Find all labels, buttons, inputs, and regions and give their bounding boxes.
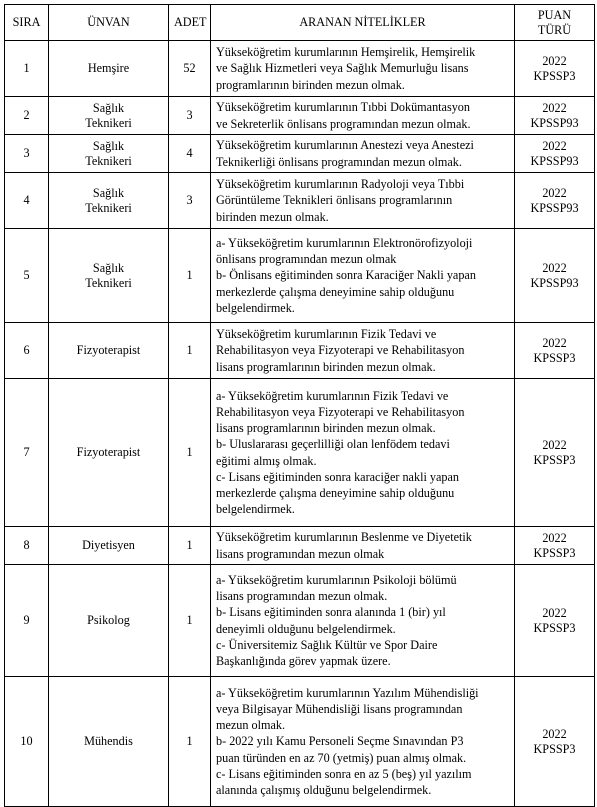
cell-sira: 7 (5, 379, 49, 527)
requirement-line: mezun olmak. (216, 718, 286, 733)
unvan-line: Diyetisyen (82, 538, 135, 552)
cell-nitelikler (211, 677, 515, 807)
puan-line: KPSSP3 (533, 452, 576, 467)
cell-adet: 52 (169, 41, 211, 97)
cell-sira: 8 (5, 527, 49, 565)
unvan-line: Sağlık (92, 260, 125, 275)
puan-line: 2022 (542, 335, 567, 350)
unvan-line: Fizyoterapist (76, 343, 141, 357)
requirement-line: Başkanlığında görev yapmak üzere. (216, 653, 391, 668)
table-row (5, 677, 595, 807)
cell-sira: 6 (5, 323, 49, 379)
puan-line: KPSSP3 (533, 741, 576, 756)
cell-nitelikler (211, 379, 515, 527)
requirement-line: lisans programlarının birinden mezun olmak. (216, 359, 436, 374)
puan-line: KPSSP3 (533, 68, 576, 83)
cell-sira: 4 (5, 173, 49, 229)
cell-adet: 1 (169, 677, 211, 807)
cell-adet: 1 (169, 527, 211, 565)
puan-line: KPSSP93 (530, 275, 579, 290)
puan-line: 2022 (542, 437, 567, 452)
cell-adet: 4 (169, 135, 211, 173)
cell-sira: 2 (5, 97, 49, 135)
table-row (5, 323, 595, 379)
requirement-line: alanında çalışmış olduğunu belgelendirmek. (216, 783, 432, 797)
header-row (5, 5, 595, 41)
table-row (5, 173, 595, 229)
unvan-line: Sağlık (92, 100, 125, 115)
table-row (5, 97, 595, 135)
requirement-line: lisans programlarının birinden mezun olmak. (216, 421, 436, 436)
unvan-line: Sağlık (92, 185, 125, 200)
requirement-line: Yükseköğretim kurumlarının Radyoloji veya Tıbbi (216, 177, 465, 192)
requirement-line: ve Sağlık Hizmetleri veya Sağlık Memurluğu lisans (216, 61, 469, 76)
unvan-line: Sağlık (92, 138, 125, 153)
puan-line: KPSSP93 (530, 115, 579, 130)
requirement-line: Görüntüleme Teknikleri önlisans programlarının (216, 193, 453, 208)
unvan-line: Teknikeri (85, 200, 132, 215)
requirement-line: b- Önlisans eğitiminden sonra Karaciğer Nakli yapan (216, 268, 476, 283)
requirement-line: Yükseköğretim kurumlarının Anestezi veya Anestezi (216, 138, 474, 153)
unvan-line: Hemşire (87, 61, 130, 75)
cell-sira: 5 (5, 229, 49, 323)
requirement-line: b- Uluslararası geçerlilliği olan lenfödem tedavi (216, 437, 450, 452)
header-sira: SIRA (5, 5, 49, 41)
requirement-line: c- Lisans eğitiminden sonra karaciğer nakli yapan (216, 469, 459, 484)
header-puan (515, 5, 595, 41)
cell-nitelikler (211, 41, 515, 97)
puan-line: KPSSP93 (530, 153, 579, 168)
table-row (5, 41, 595, 97)
table-row (5, 135, 595, 173)
cell-unvan (49, 229, 169, 323)
requirement-line: deneyimli olduğunu belgelendirmek. (216, 621, 396, 636)
puan-line: 2022 (542, 260, 567, 275)
cell-sira: 3 (5, 135, 49, 173)
cell-puan (515, 323, 595, 379)
cell-nitelikler (211, 135, 515, 173)
puan-line: 2022 (542, 726, 567, 741)
unvan-line: Mühendis (84, 734, 133, 748)
cell-puan (515, 677, 595, 807)
cell-sira: 10 (5, 677, 49, 807)
cell-nitelikler (211, 565, 515, 677)
requirement-line: a- Yükseköğretim kurumlarının Fizik Tedavi ve (216, 388, 449, 403)
requirement-line: b- Lisans eğitiminden sonra alanında 1 (bir) yıl (216, 605, 446, 620)
table-row (5, 229, 595, 323)
cell-adet: 1 (169, 323, 211, 379)
requirement-line: merkezlerde çalışma deneyimine sahip olduğunu (216, 485, 455, 500)
header-nitelikler: ARANAN NİTELİKLER (211, 5, 515, 41)
cell-unvan (49, 97, 169, 135)
cell-nitelikler (211, 323, 515, 379)
cell-adet: 3 (169, 97, 211, 135)
header-unvan: ÜNVAN (49, 5, 169, 41)
table-row (5, 379, 595, 527)
cell-adet: 1 (169, 229, 211, 323)
cell-puan (515, 97, 595, 135)
requirement-line: a- Yükseköğretim kurumlarının Psikoloji bölümü (216, 572, 457, 587)
unvan-line: Teknikeri (85, 275, 132, 290)
requirement-line: Rehabilitasyon veya Fizyoterapi ve Rehabilitasyon (216, 404, 465, 419)
cell-puan (515, 527, 595, 565)
requirement-line: belgelendirmek. (216, 502, 295, 517)
requirement-line: Yükseköğretim kurumlarının Tıbbi Dokümantasyon (216, 100, 470, 115)
requirement-line: birinden mezun olmak. (216, 209, 329, 224)
puan-line: 2022 (542, 605, 567, 620)
cell-nitelikler (211, 229, 515, 323)
header-puan-line: TÜRÜ (537, 22, 572, 37)
puan-line: KPSSP3 (533, 545, 576, 560)
cell-puan (515, 135, 595, 173)
cell-unvan (49, 677, 169, 807)
requirement-line: c- Üniversitemiz Sağlık Kültür ve Spor Daire (216, 637, 438, 652)
header-adet: ADET (169, 5, 211, 41)
requirement-line: önlisans programından mezun olmak (216, 252, 397, 267)
requirement-line: Teknikerliği önlisans programından mezun olmak. (216, 154, 462, 169)
requirement-line: programlarının birinden mezun olmak. (216, 77, 405, 92)
unvan-line: Teknikeri (85, 115, 132, 130)
cell-puan (515, 173, 595, 229)
cell-puan (515, 565, 595, 677)
requirement-line: eğitimi almış olmak. (216, 453, 317, 468)
requirement-line: lisans programından mezun olmak (216, 546, 385, 561)
cell-adet: 1 (169, 565, 211, 677)
cell-puan (515, 41, 595, 97)
cell-unvan (49, 41, 169, 97)
cell-unvan (49, 135, 169, 173)
cell-sira: 1 (5, 41, 49, 97)
cell-unvan (49, 379, 169, 527)
cell-nitelikler (211, 527, 515, 565)
puan-line: 2022 (542, 185, 567, 200)
cell-nitelikler (211, 173, 515, 229)
cell-adet: 1 (169, 379, 211, 527)
positions-table (4, 4, 595, 807)
cell-unvan (49, 323, 169, 379)
cell-unvan (49, 173, 169, 229)
cell-puan (515, 229, 595, 323)
puan-line: KPSSP3 (533, 350, 576, 365)
requirement-line: Rehabilitasyon veya Fizyoterapi ve Rehabilitasyon (216, 343, 465, 358)
table-row (5, 565, 595, 677)
requirement-line: ve Sekreterlik önlisans programından mezun olmak. (216, 116, 471, 131)
cell-unvan (49, 527, 169, 565)
requirement-line: a- Yükseköğretim kurumlarının Yazılım Mühendisliği (216, 685, 479, 700)
puan-line: 2022 (542, 100, 567, 115)
requirement-line: a- Yükseköğretim kurumlarının Elektronörofizyoloji (216, 235, 473, 250)
cell-unvan (49, 565, 169, 677)
table-row (5, 527, 595, 565)
puan-line: KPSSP93 (530, 200, 579, 215)
cell-nitelikler (211, 97, 515, 135)
unvan-line: Psikolog (87, 613, 130, 627)
cell-puan (515, 379, 595, 527)
requirement-line: c- Lisans eğitiminden sonra en az 5 (beş) yıl yazılım (216, 766, 472, 781)
header-puan-line: PUAN (537, 7, 572, 22)
requirement-line: veya Bilgisayar Mühendisliği lisans programından (216, 701, 463, 716)
puan-line: KPSSP3 (533, 620, 576, 635)
requirement-line: belgelendirmek. (216, 300, 295, 315)
cell-sira: 9 (5, 565, 49, 677)
requirement-line: Yükseköğretim kurumlarının Hemşirelik, Hemşirelik (216, 45, 476, 60)
puan-line: 2022 (542, 138, 567, 153)
unvan-line: Teknikeri (85, 153, 132, 168)
requirement-line: puan türünden en az 70 (yetmiş) puan almış olmak. (216, 750, 467, 765)
requirement-line: Yükseköğretim kurumlarının Beslenme ve Diyetetik (216, 530, 472, 545)
requirement-line: Yükseköğretim kurumlarının Fizik Tedavi ve (216, 327, 437, 342)
requirement-line: merkezlerde çalışma deneyimine sahip olduğunu (216, 284, 455, 299)
unvan-line: Fizyoterapist (76, 445, 141, 459)
requirement-line: b- 2022 yılı Kamu Personeli Seçme Sınavından P3 (216, 734, 464, 749)
puan-line: 2022 (542, 530, 567, 545)
cell-adet: 3 (169, 173, 211, 229)
requirement-line: lisans programından mezun olmak. (216, 589, 388, 604)
puan-line: 2022 (542, 53, 567, 68)
